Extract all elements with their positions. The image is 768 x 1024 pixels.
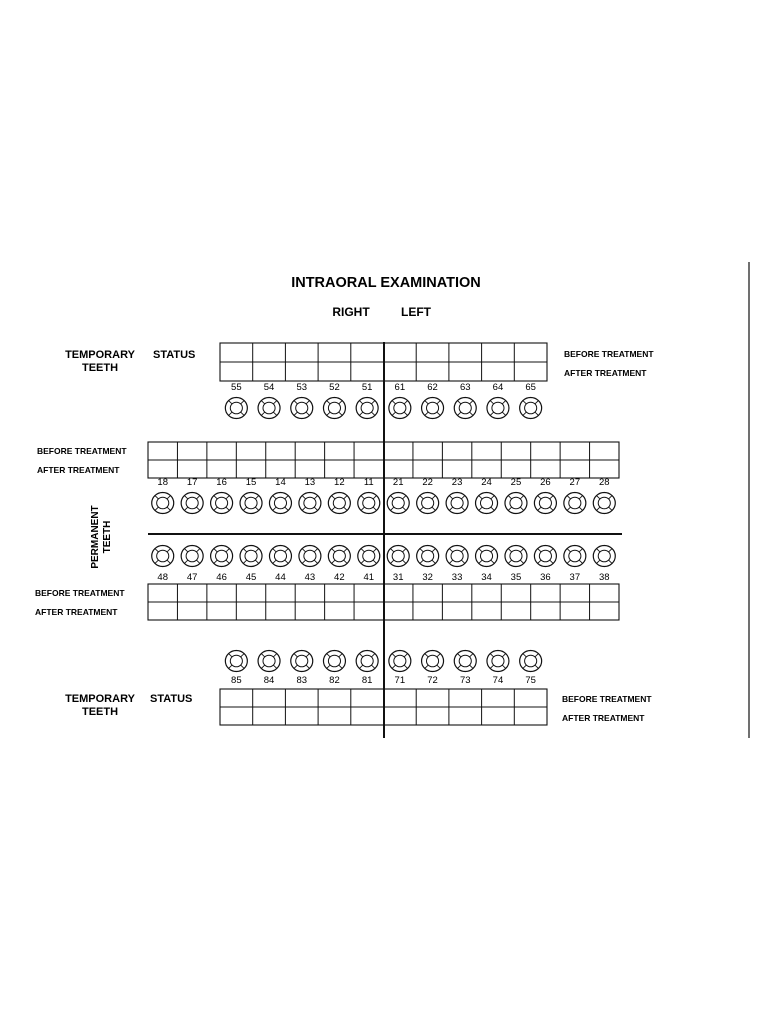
- permanent-upper-after-label: AFTER TREATMENT: [37, 465, 120, 475]
- permanent-upper-after-cell[interactable]: [208, 461, 235, 477]
- upper-temporary-before-cell[interactable]: [221, 344, 252, 361]
- side-left-label: LEFT: [401, 305, 431, 319]
- tooth-75[interactable]: [520, 651, 542, 672]
- permanent-upper-after-cell[interactable]: [326, 461, 353, 477]
- lower-temporary-after-cell[interactable]: [254, 708, 285, 724]
- upper-temporary-before-cell[interactable]: [254, 344, 285, 361]
- permanent-lower-before-cell[interactable]: [561, 585, 588, 601]
- tooth-72[interactable]: [422, 651, 444, 672]
- permanent-lower-before-cell[interactable]: [178, 585, 205, 601]
- permanent-upper-before-cell[interactable]: [591, 443, 618, 459]
- tooth-53[interactable]: [291, 398, 313, 419]
- tooth-37[interactable]: [564, 546, 586, 567]
- tooth-number-37: 37: [569, 572, 581, 583]
- tooth-71[interactable]: [389, 651, 411, 672]
- tooth-number-47: 47: [186, 572, 198, 583]
- permanent-lower-after-cell[interactable]: [149, 603, 176, 619]
- permanent-upper-after-cell[interactable]: [296, 461, 323, 477]
- tooth-number-18: 18: [157, 477, 169, 488]
- tooth-number-23: 23: [451, 477, 463, 488]
- permanent-lower-after-cell[interactable]: [502, 603, 529, 619]
- tooth-number-41: 41: [363, 572, 375, 583]
- permanent-lower-before-cell[interactable]: [443, 585, 470, 601]
- permanent-lower-before-cell[interactable]: [267, 585, 294, 601]
- lower-temporary-before-cell[interactable]: [483, 690, 514, 706]
- permanent-upper-after-cell[interactable]: [385, 461, 412, 477]
- tooth-24[interactable]: [476, 493, 498, 514]
- permanent-upper-before-cell[interactable]: [443, 443, 470, 459]
- permanent-lower-before-cell[interactable]: [502, 585, 529, 601]
- permanent-label-line2: TEETH: [102, 520, 113, 554]
- upper-temporary-label-line1: TEMPORARY: [65, 349, 135, 361]
- tooth-28[interactable]: [593, 493, 615, 514]
- permanent-upper-before-cell[interactable]: [561, 443, 588, 459]
- permanent-upper-after-cell[interactable]: [237, 461, 264, 477]
- tooth-43[interactable]: [299, 546, 321, 567]
- tooth-number-71: 71: [394, 675, 406, 686]
- lower-temporary-after-cell[interactable]: [352, 708, 383, 724]
- tooth-32[interactable]: [417, 546, 439, 567]
- tooth-number-34: 34: [481, 572, 492, 583]
- permanent-upper-after-cell[interactable]: [149, 461, 176, 477]
- permanent-lower-before-cell[interactable]: [149, 585, 176, 601]
- tooth-number-48: 48: [157, 572, 169, 583]
- tooth-36[interactable]: [534, 546, 556, 567]
- tooth-number-44: 44: [275, 572, 286, 583]
- upper-temporary-before-cell[interactable]: [352, 344, 383, 361]
- side-right-label: RIGHT: [332, 305, 370, 319]
- upper-temporary-after-label: AFTER TREATMENT: [564, 368, 647, 378]
- tooth-26[interactable]: [534, 493, 556, 514]
- upper-temporary-before-cell[interactable]: [483, 344, 514, 361]
- tooth-number-61: 61: [394, 382, 406, 393]
- upper-temporary-after-cell[interactable]: [417, 363, 448, 380]
- permanent-upper-after-cell[interactable]: [532, 461, 559, 477]
- tooth-number-73: 73: [459, 675, 471, 686]
- permanent-lower-after-cell[interactable]: [326, 603, 353, 619]
- tooth-number-84: 84: [263, 675, 275, 686]
- tooth-42[interactable]: [328, 546, 350, 567]
- lower-temporary-after-cell[interactable]: [450, 708, 481, 724]
- tooth-65[interactable]: [520, 398, 542, 419]
- permanent-upper-after-cell[interactable]: [561, 461, 588, 477]
- lower-temporary-before-cell[interactable]: [221, 690, 252, 706]
- tooth-number-14: 14: [275, 477, 286, 488]
- tooth-85[interactable]: [225, 651, 247, 672]
- permanent-upper-after-cell[interactable]: [443, 461, 470, 477]
- upper-temporary-after-cell[interactable]: [221, 363, 252, 380]
- tooth-13[interactable]: [299, 493, 321, 514]
- permanent-lower-after-cell[interactable]: [532, 603, 559, 619]
- upper-temporary-before-cell[interactable]: [515, 344, 546, 361]
- tooth-82[interactable]: [323, 651, 345, 672]
- permanent-upper-before-cell[interactable]: [473, 443, 500, 459]
- permanent-upper-after-cell[interactable]: [502, 461, 529, 477]
- permanent-upper-after-cell[interactable]: [591, 461, 618, 477]
- tooth-41[interactable]: [358, 546, 380, 567]
- tooth-54[interactable]: [258, 398, 280, 419]
- upper-temporary-after-cell[interactable]: [319, 363, 350, 380]
- permanent-lower-before-cell[interactable]: [296, 585, 323, 601]
- permanent-upper-before-cell[interactable]: [149, 443, 176, 459]
- tooth-12[interactable]: [328, 493, 350, 514]
- tooth-number-27: 27: [569, 477, 581, 488]
- lower-temporary-after-cell[interactable]: [417, 708, 448, 724]
- upper-temporary-after-cell[interactable]: [483, 363, 514, 380]
- tooth-number-83: 83: [296, 675, 308, 686]
- permanent-label-line1: PERMANENT: [90, 505, 101, 569]
- permanent-upper-after-cell[interactable]: [267, 461, 294, 477]
- tooth-16[interactable]: [211, 493, 233, 514]
- chart-title: INTRAORAL EXAMINATION: [291, 275, 481, 291]
- permanent-upper-before-cell[interactable]: [296, 443, 323, 459]
- lower-temporary-before-cell[interactable]: [286, 690, 317, 706]
- tooth-25[interactable]: [505, 493, 527, 514]
- tooth-number-51: 51: [361, 382, 373, 393]
- tooth-number-26: 26: [540, 477, 551, 488]
- lower-temporary-before-cell[interactable]: [450, 690, 481, 706]
- permanent-lower-before-cell[interactable]: [355, 585, 382, 601]
- tooth-number-13: 13: [304, 477, 316, 488]
- upper-temporary-before-cell[interactable]: [385, 344, 416, 361]
- tooth-47[interactable]: [181, 546, 203, 567]
- tooth-31[interactable]: [387, 546, 409, 567]
- tooth-number-63: 63: [459, 382, 471, 393]
- tooth-number-74: 74: [492, 675, 504, 686]
- lower-temporary-after-cell[interactable]: [221, 708, 252, 724]
- upper-temporary-before-cell[interactable]: [450, 344, 481, 361]
- tooth-51[interactable]: [356, 398, 378, 419]
- permanent-lower-status-grid: [148, 584, 619, 620]
- permanent-upper-before-cell[interactable]: [326, 443, 353, 459]
- tooth-74[interactable]: [487, 651, 509, 672]
- tooth-62[interactable]: [422, 398, 444, 419]
- permanent-upper-before-cell[interactable]: [385, 443, 412, 459]
- upper-temporary-before-cell[interactable]: [417, 344, 448, 361]
- tooth-48[interactable]: [152, 546, 174, 567]
- tooth-number-33: 33: [451, 572, 463, 583]
- tooth-number-24: 24: [481, 477, 492, 488]
- permanent-lower-after-cell[interactable]: [178, 603, 205, 619]
- tooth-number-42: 42: [334, 572, 345, 583]
- lower-temporary-after-cell[interactable]: [286, 708, 317, 724]
- permanent-lower-after-cell[interactable]: [296, 603, 323, 619]
- tooth-number-82: 82: [329, 675, 340, 686]
- tooth-83[interactable]: [291, 651, 313, 672]
- upper-temporary-before-cell[interactable]: [319, 344, 350, 361]
- tooth-15[interactable]: [240, 493, 262, 514]
- tooth-number-11: 11: [363, 477, 374, 488]
- tooth-number-54: 54: [263, 382, 275, 393]
- tooth-44[interactable]: [269, 546, 291, 567]
- permanent-lower-before-cell[interactable]: [414, 585, 441, 601]
- tooth-33[interactable]: [446, 546, 468, 567]
- tooth-number-21: 21: [392, 477, 404, 488]
- permanent-lower-after-cell[interactable]: [237, 603, 264, 619]
- tooth-61[interactable]: [389, 398, 411, 419]
- upper-temporary-after-cell[interactable]: [254, 363, 285, 380]
- lower-temporary-status-label: STATUS: [150, 693, 193, 705]
- tooth-27[interactable]: [564, 493, 586, 514]
- upper-temporary-after-cell[interactable]: [352, 363, 383, 380]
- permanent-upper-after-cell[interactable]: [414, 461, 441, 477]
- upper-temporary-before-label: BEFORE TREATMENT: [564, 349, 654, 359]
- upper-temporary-after-cell[interactable]: [286, 363, 317, 380]
- lower-temporary-label-line2: TEETH: [81, 706, 119, 718]
- tooth-14[interactable]: [269, 493, 291, 514]
- permanent-upper-before-cell[interactable]: [178, 443, 205, 459]
- tooth-21[interactable]: [387, 493, 409, 514]
- tooth-number-17: 17: [186, 477, 198, 488]
- permanent-upper-before-cell[interactable]: [208, 443, 235, 459]
- upper-temporary-after-cell[interactable]: [385, 363, 416, 380]
- tooth-45[interactable]: [240, 546, 262, 567]
- lower-temporary-before-cell[interactable]: [385, 690, 416, 706]
- lower-temporary-before-cell[interactable]: [319, 690, 350, 706]
- permanent-lower-before-label: BEFORE TREATMENT: [35, 588, 125, 598]
- tooth-number-72: 72: [427, 675, 438, 686]
- lower-temporary-status-grid: [220, 689, 547, 725]
- permanent-lower-after-label: AFTER TREATMENT: [35, 607, 118, 617]
- tooth-22[interactable]: [417, 493, 439, 514]
- permanent-lower-after-cell[interactable]: [267, 603, 294, 619]
- permanent-upper-after-cell[interactable]: [473, 461, 500, 477]
- permanent-upper-after-cell[interactable]: [178, 461, 205, 477]
- tooth-number-36: 36: [540, 572, 551, 583]
- permanent-lower-after-cell[interactable]: [473, 603, 500, 619]
- lower-temporary-before-cell[interactable]: [254, 690, 285, 706]
- lower-temporary-after-cell[interactable]: [483, 708, 514, 724]
- tooth-number-43: 43: [304, 572, 316, 583]
- permanent-upper-before-cell[interactable]: [267, 443, 294, 459]
- tooth-number-81: 81: [361, 675, 373, 686]
- tooth-number-46: 46: [216, 572, 227, 583]
- upper-temporary-status-grid: [220, 343, 547, 381]
- tooth-number-15: 15: [245, 477, 257, 488]
- lower-temporary-before-label: BEFORE TREATMENT: [562, 694, 652, 704]
- tooth-number-64: 64: [492, 382, 504, 393]
- tooth-23[interactable]: [446, 493, 468, 514]
- tooth-73[interactable]: [454, 651, 476, 672]
- tooth-63[interactable]: [454, 398, 476, 419]
- upper-temporary-before-cell[interactable]: [286, 344, 317, 361]
- permanent-upper-before-cell[interactable]: [355, 443, 382, 459]
- permanent-lower-after-cell[interactable]: [385, 603, 412, 619]
- tooth-number-12: 12: [334, 477, 345, 488]
- permanent-lower-before-cell[interactable]: [326, 585, 353, 601]
- tooth-46[interactable]: [211, 546, 233, 567]
- permanent-lower-after-cell[interactable]: [561, 603, 588, 619]
- tooth-number-45: 45: [245, 572, 257, 583]
- lower-temporary-before-cell[interactable]: [417, 690, 448, 706]
- tooth-number-22: 22: [422, 477, 433, 488]
- tooth-number-62: 62: [427, 382, 438, 393]
- tooth-38[interactable]: [593, 546, 615, 567]
- permanent-lower-after-cell[interactable]: [591, 603, 618, 619]
- tooth-number-53: 53: [296, 382, 308, 393]
- permanent-upper-status-grid: [148, 442, 619, 478]
- permanent-lower-after-cell[interactable]: [208, 603, 235, 619]
- tooth-17[interactable]: [181, 493, 203, 514]
- tooth-number-38: 38: [598, 572, 610, 583]
- tooth-number-52: 52: [329, 382, 340, 393]
- permanent-upper-before-cell[interactable]: [237, 443, 264, 459]
- tooth-11[interactable]: [358, 493, 380, 514]
- upper-temporary-after-cell[interactable]: [450, 363, 481, 380]
- lower-temporary-after-cell[interactable]: [385, 708, 416, 724]
- upper-temporary-after-cell[interactable]: [515, 363, 546, 380]
- permanent-upper-before-label: BEFORE TREATMENT: [37, 446, 127, 456]
- tooth-64[interactable]: [487, 398, 509, 419]
- upper-temporary-label-line2: TEETH: [81, 362, 119, 374]
- tooth-84[interactable]: [258, 651, 280, 672]
- permanent-lower-before-cell[interactable]: [237, 585, 264, 601]
- tooth-number-25: 25: [510, 477, 522, 488]
- tooth-number-28: 28: [598, 477, 610, 488]
- upper-temporary-status-label: STATUS: [153, 349, 196, 361]
- permanent-upper-after-cell[interactable]: [355, 461, 382, 477]
- tooth-number-85: 85: [231, 675, 242, 686]
- permanent-lower-before-cell[interactable]: [591, 585, 618, 601]
- tooth-35[interactable]: [505, 546, 527, 567]
- permanent-lower-before-cell[interactable]: [532, 585, 559, 601]
- lower-temporary-after-cell[interactable]: [319, 708, 350, 724]
- tooth-number-65: 65: [525, 382, 536, 393]
- permanent-lower-before-cell[interactable]: [385, 585, 412, 601]
- lower-temporary-label-line1: TEMPORARY: [65, 693, 135, 705]
- permanent-lower-before-cell[interactable]: [473, 585, 500, 601]
- permanent-lower-after-cell[interactable]: [355, 603, 382, 619]
- permanent-upper-before-cell[interactable]: [414, 443, 441, 459]
- tooth-number-32: 32: [422, 572, 433, 583]
- tooth-number-75: 75: [525, 675, 536, 686]
- lower-temporary-after-label: AFTER TREATMENT: [562, 713, 645, 723]
- tooth-number-16: 16: [216, 477, 227, 488]
- lower-temporary-after-cell[interactable]: [515, 708, 546, 724]
- permanent-upper-before-cell[interactable]: [532, 443, 559, 459]
- tooth-55[interactable]: [225, 398, 247, 419]
- tooth-number-35: 35: [510, 572, 522, 583]
- tooth-81[interactable]: [356, 651, 378, 672]
- permanent-upper-before-cell[interactable]: [502, 443, 529, 459]
- tooth-number-55: 55: [231, 382, 242, 393]
- lower-temporary-before-cell[interactable]: [352, 690, 383, 706]
- tooth-52[interactable]: [323, 398, 345, 419]
- permanent-lower-after-cell[interactable]: [443, 603, 470, 619]
- permanent-lower-before-cell[interactable]: [208, 585, 235, 601]
- permanent-lower-after-cell[interactable]: [414, 603, 441, 619]
- tooth-34[interactable]: [476, 546, 498, 567]
- tooth-number-31: 31: [392, 572, 404, 583]
- lower-temporary-before-cell[interactable]: [515, 690, 546, 706]
- tooth-18[interactable]: [152, 493, 174, 514]
